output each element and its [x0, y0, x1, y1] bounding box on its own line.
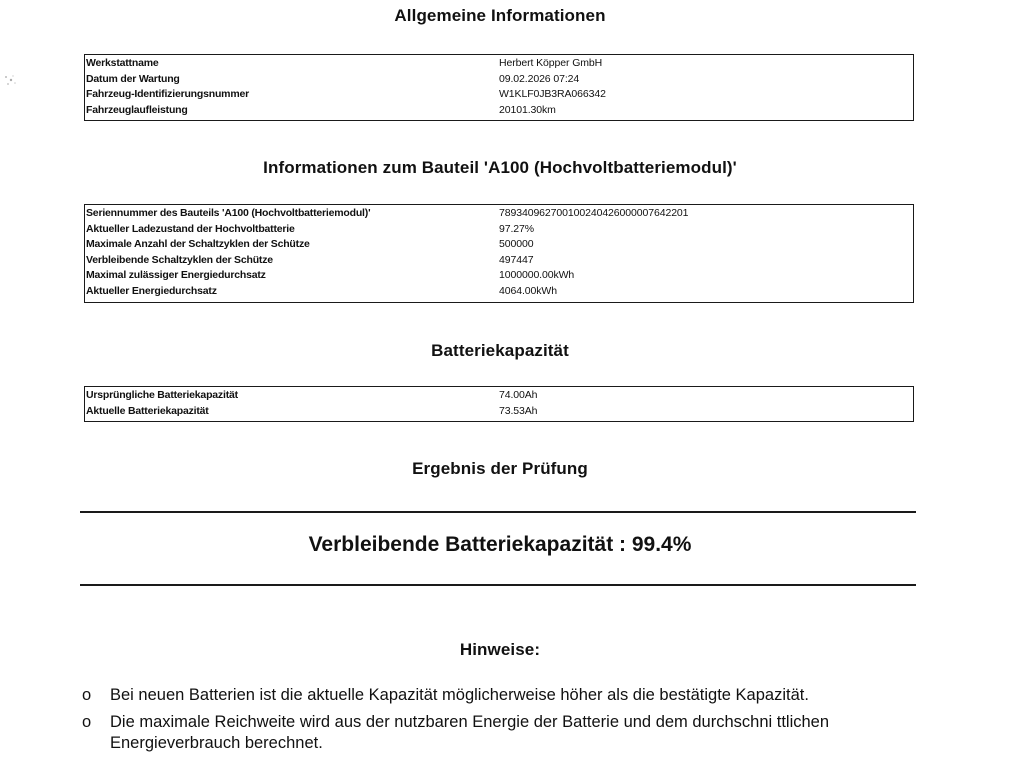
capacity-table [84, 386, 914, 422]
table-row [85, 388, 913, 404]
row-label: Ursprüngliche Batteriekapazität [86, 389, 238, 401]
note-text: Die maximale Reichweite wird aus der nutzbaren Energie der Batterie und dem durchschni ttlichen Energieverbrauch berechnet. [110, 713, 830, 752]
row-label: Fahrzeuglaufleistung [86, 103, 188, 116]
result-heading: Ergebnis der Prüfung [412, 459, 588, 478]
table-row [85, 222, 913, 238]
row-value: 73.53Ah [499, 404, 538, 417]
general-info-heading: Allgemeine Informationen [394, 6, 606, 25]
bullet-icon: o [82, 713, 92, 731]
row-value: 74.00Ah [499, 389, 538, 401]
component-info-heading: Informationen zum Bauteil 'A100 (Hochvoltbatteriemodul)' [263, 158, 737, 177]
row-label: Aktuelle Batteriekapazität [86, 404, 209, 417]
table-row [85, 103, 913, 119]
table-row [85, 268, 913, 284]
table-row [85, 206, 913, 222]
table-row [85, 87, 913, 103]
row-value: 1000000.00kWh [499, 269, 575, 282]
scan-smudge [2, 72, 20, 90]
row-value: 497447 [499, 253, 534, 266]
note-text: Bei neuen Batterien ist die aktuelle Kapazität möglicherweise höher als die bestätigte Kapazität. [110, 686, 809, 704]
row-value: W1KLF0JB3RA066342 [499, 88, 606, 101]
row-label: Aktueller Ladezustand der Hochvoltbatterie [86, 222, 295, 235]
row-label: Werkstattname [86, 57, 159, 69]
row-value: 20101.30km [499, 103, 556, 116]
capacity-heading: Batteriekapazität [431, 341, 569, 360]
row-value: 500000 [499, 238, 534, 251]
row-value: 789340962700100240426000007642201 [499, 207, 689, 219]
row-label: Seriennummer des Bauteils 'A100 (Hochvoltbatteriemodul)' [86, 207, 371, 219]
table-row [85, 56, 913, 72]
table-row [85, 253, 913, 269]
notes-list [82, 685, 922, 760]
row-value: 97.27% [499, 222, 535, 235]
result-top-rule [80, 511, 916, 513]
remaining-capacity-result: Verbleibende Batteriekapazität : 99.4% [308, 533, 692, 556]
row-label: Datum der Wartung [86, 72, 180, 85]
table-row [85, 237, 913, 253]
row-value: 09.02.2026 07:24 [499, 72, 580, 85]
row-label: Aktueller Energiedurchsatz [86, 284, 217, 297]
row-label: Verbleibende Schaltzyklen der Schütze [86, 253, 273, 266]
list-item [82, 685, 922, 706]
general-info-table [84, 54, 914, 121]
table-row [85, 72, 913, 88]
table-row [85, 404, 913, 420]
row-value: Herbert Köpper GmbH [499, 57, 603, 69]
row-label: Maximale Anzahl der Schaltzyklen der Schütze [86, 238, 310, 251]
row-label: Maximal zulässiger Energiedurchsatz [86, 269, 266, 282]
table-row [85, 284, 913, 300]
component-info-table [84, 204, 914, 303]
row-value: 4064.00kWh [499, 284, 557, 297]
row-label: Fahrzeug-Identifizierungsnummer [86, 88, 249, 101]
list-item [82, 712, 922, 754]
result-bottom-rule [80, 584, 916, 586]
bullet-icon: o [82, 686, 92, 704]
notes-heading: Hinweise: [459, 640, 541, 659]
